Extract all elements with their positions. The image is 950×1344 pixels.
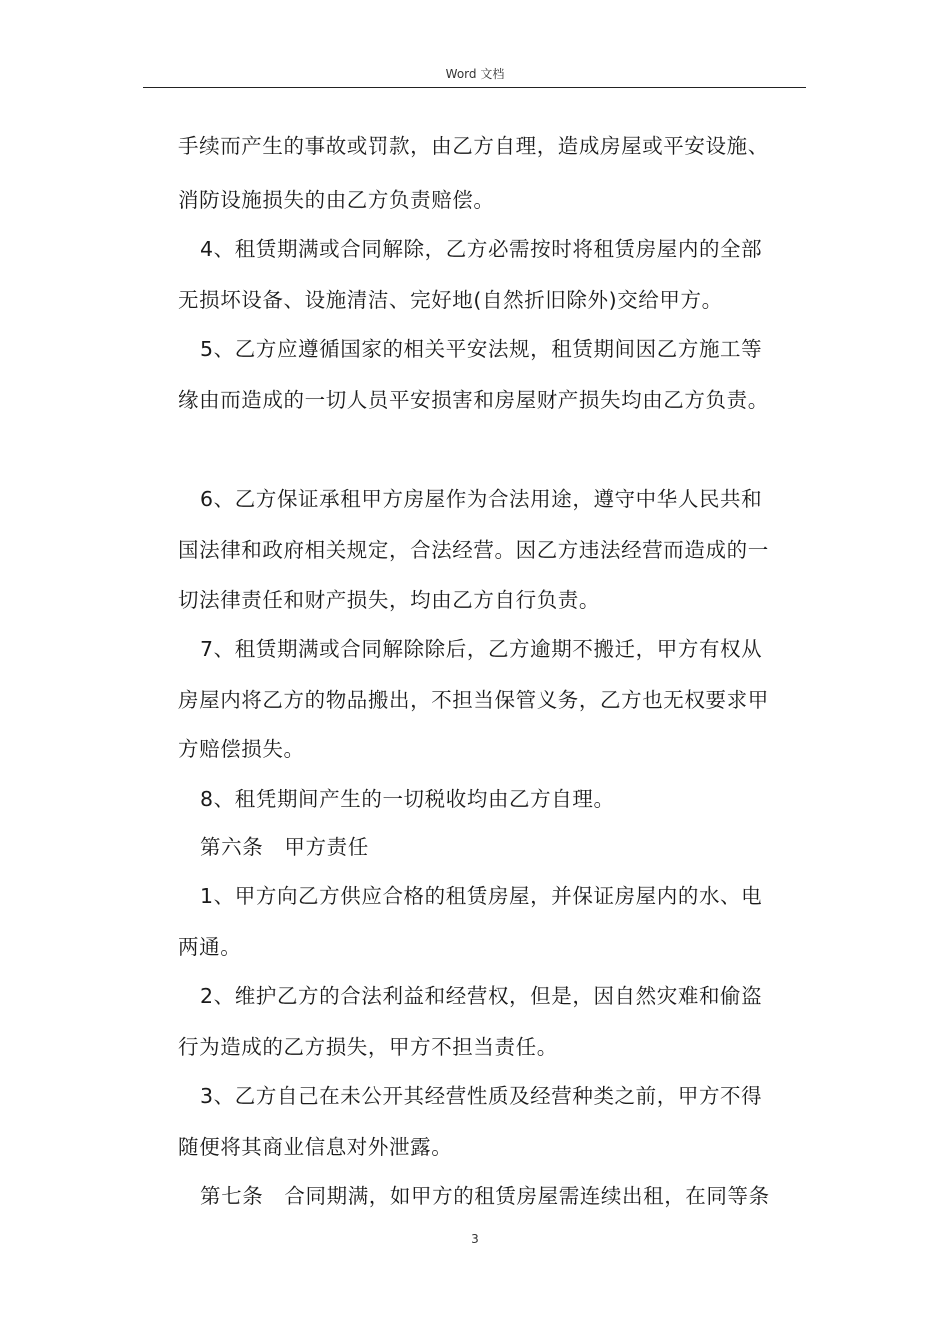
text-line: 8、租凭期间产生的一切税收均由乙方自理。 [200, 787, 615, 811]
header-divider [143, 87, 806, 88]
text-line: 1、甲方向乙方供应合格的租赁房屋，并保证房屋内的水、电 [200, 884, 763, 908]
text-line: 无损坏设备、设施清洁、完好地(自然折旧除外)交给甲方。 [178, 288, 723, 312]
text-line: 切法律责任和财产损失，均由乙方自行负责。 [178, 588, 600, 612]
section-heading: 第七条 合同期满，如甲方的租赁房屋需连续出租，在同等条 [200, 1184, 770, 1208]
section-heading: 第六条 甲方责任 [200, 835, 369, 859]
page-header: Word 文档 [445, 67, 505, 81]
text-line: 两通。 [178, 935, 242, 959]
page-number: 3 [471, 1232, 479, 1246]
text-line: 3、乙方自己在未公开其经营性质及经营种类之前，甲方不得 [200, 1084, 763, 1108]
text-line: 国法律和政府相关规定，合法经营。因乙方违法经营而造成的一 [178, 538, 769, 562]
text-line: 缘由而造成的一切人员平安损害和房屋财产损失均由乙方负责。 [178, 388, 769, 412]
text-line: 随便将其商业信息对外泄露。 [178, 1135, 453, 1159]
text-line: 5、乙方应遵循国家的相关平安法规，租赁期间因乙方施工等 [200, 337, 763, 361]
text-line: 2、维护乙方的合法利益和经营权，但是，因自然灾难和偷盗 [200, 984, 763, 1008]
text-line: 房屋内将乙方的物品搬出，不担当保管义务，乙方也无权要求甲 [178, 688, 769, 712]
text-line: 4、租赁期满或合同解除，乙方必需按时将租赁房屋内的全部 [200, 237, 763, 261]
text-line: 行为造成的乙方损失，甲方不担当责任。 [178, 1035, 558, 1059]
text-line: 7、租赁期满或合同解除除后，乙方逾期不搬迁，甲方有权从 [200, 637, 763, 661]
text-line: 6、乙方保证承租甲方房屋作为合法用途，遵守中华人民共和 [200, 487, 763, 511]
text-line: 手续而产生的事故或罚款，由乙方自理，造成房屋或平安设施、 [178, 134, 769, 158]
text-line: 方赔偿损失。 [178, 737, 305, 761]
text-line: 消防设施损失的由乙方负责赔偿。 [178, 188, 495, 212]
